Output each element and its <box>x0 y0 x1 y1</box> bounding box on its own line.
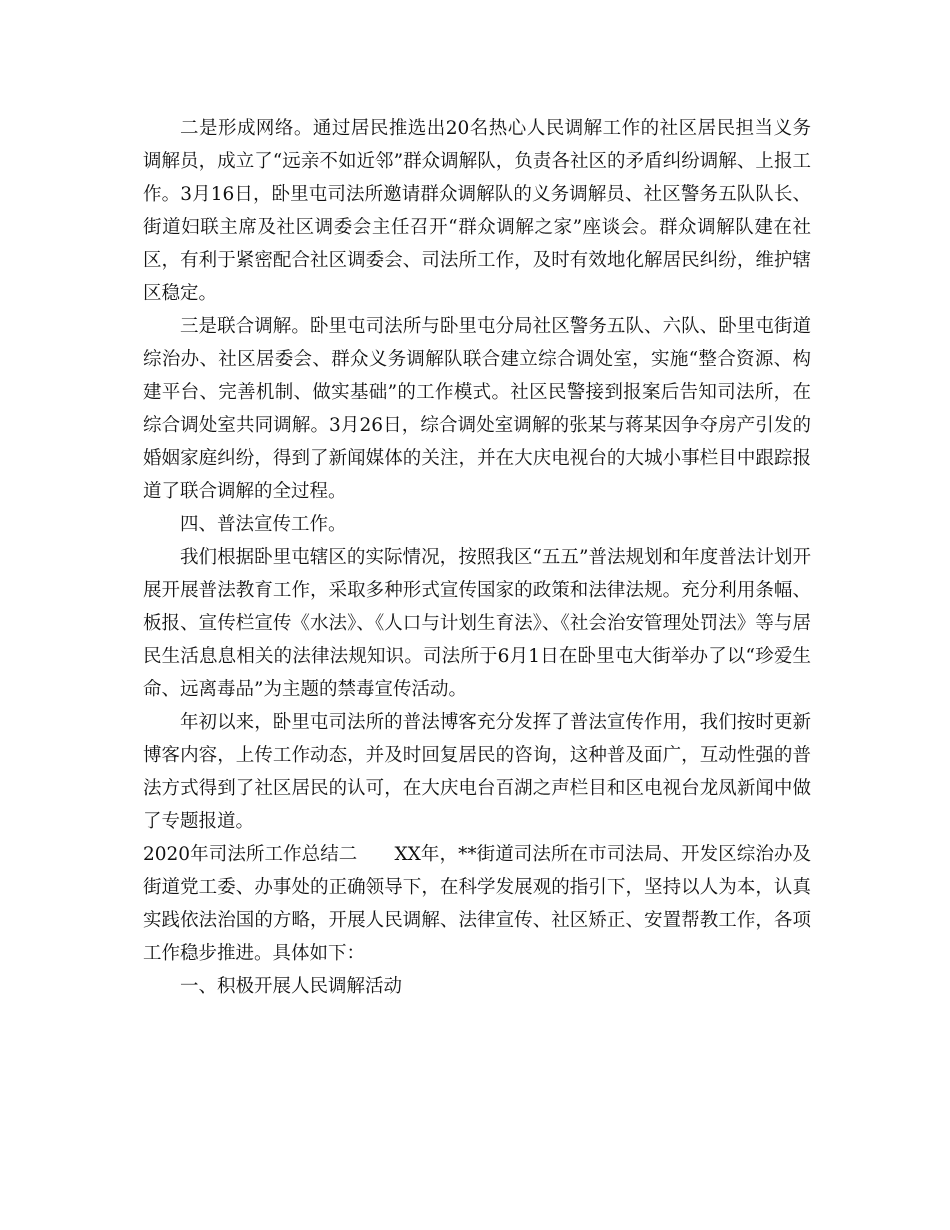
paragraph-summary-two: 2020年司法所工作总结二 XX年，**街道司法所在市司法局、开发区综治办及街道党工委、办事处的正确领导下，在科学发展观的指引下，坚持以人为本，认真实践依法治国的方略，开展人民调解、法律宣传、社区矫正、安置帮教工作，各项工作稳步推进。具体如下： <box>143 844 811 964</box>
heading-mediation-activities: 一、积极开展人民调解活动 <box>180 976 403 997</box>
paragraph-legal-blog: 年初以来，卧里屯司法所的普法博客充分发挥了普法宣传作用，我们按时更新博客内容，上传工作动态，并及时回复居民的咨询，这种普及面广，互动性强的普法方式得到了社区居民的认可，在大庆电台百湖之声栏目和区电视台龙凤新闻中做了专题报道。 <box>143 712 811 832</box>
document-page <box>143 112 811 1003</box>
paragraph-network: 二是形成网络。通过居民推选出20名热心人民调解工作的社区居民担当义务调解员，成立了“远亲不如近邻”群众调解队，负责各社区的矛盾纠纷调解、上报工作。3月16日，卧里屯司法所邀请群众调解队的义务调解员、社区警务五队队长、街道妇联主席及社区调委会主任召开“群众调解之家”座谈会。群众调解队建在社区，有利于紧密配合社区调委会、司法所工作，及时有效地化解居民纠纷，维护辖区稳定。 <box>143 118 811 304</box>
paragraph-legal-education: 我们根据卧里屯辖区的实际情况，按照我区“五五”普法规划和年度普法计划开展开展普法教育工作，采取多种形式宣传国家的政策和法律法规。充分利用条幅、板报、宣传栏宣传《水法》、《人口与计划生育法》、《社会治安管理处罚法》等与居民生活息息相关的法律法规知识。司法所于6月1日在卧里屯大街举办了以“珍爱生命、远离毒品”为主题的禁毒宣传活动。 <box>143 547 811 700</box>
paragraph-joint-mediation: 三是联合调解。卧里屯司法所与卧里屯分局社区警务五队、六队、卧里屯街道综治办、社区居委会、群众义务调解队联合建立综合调处室，实施“整合资源、构建平台、完善机制、做实基础”的工作模式。社区民警接到报案后告知司法所，在综合调处室共同调解。3月26日，综合调处室调解的张某与蒋某因争夺房产引发的婚姻家庭纠纷，得到了新闻媒体的关注，并在大庆电视台的大城小事栏目中跟踪报道了联合调解的全过程。 <box>143 316 811 502</box>
heading-legal-publicity: 四、普法宣传工作。 <box>180 514 347 535</box>
